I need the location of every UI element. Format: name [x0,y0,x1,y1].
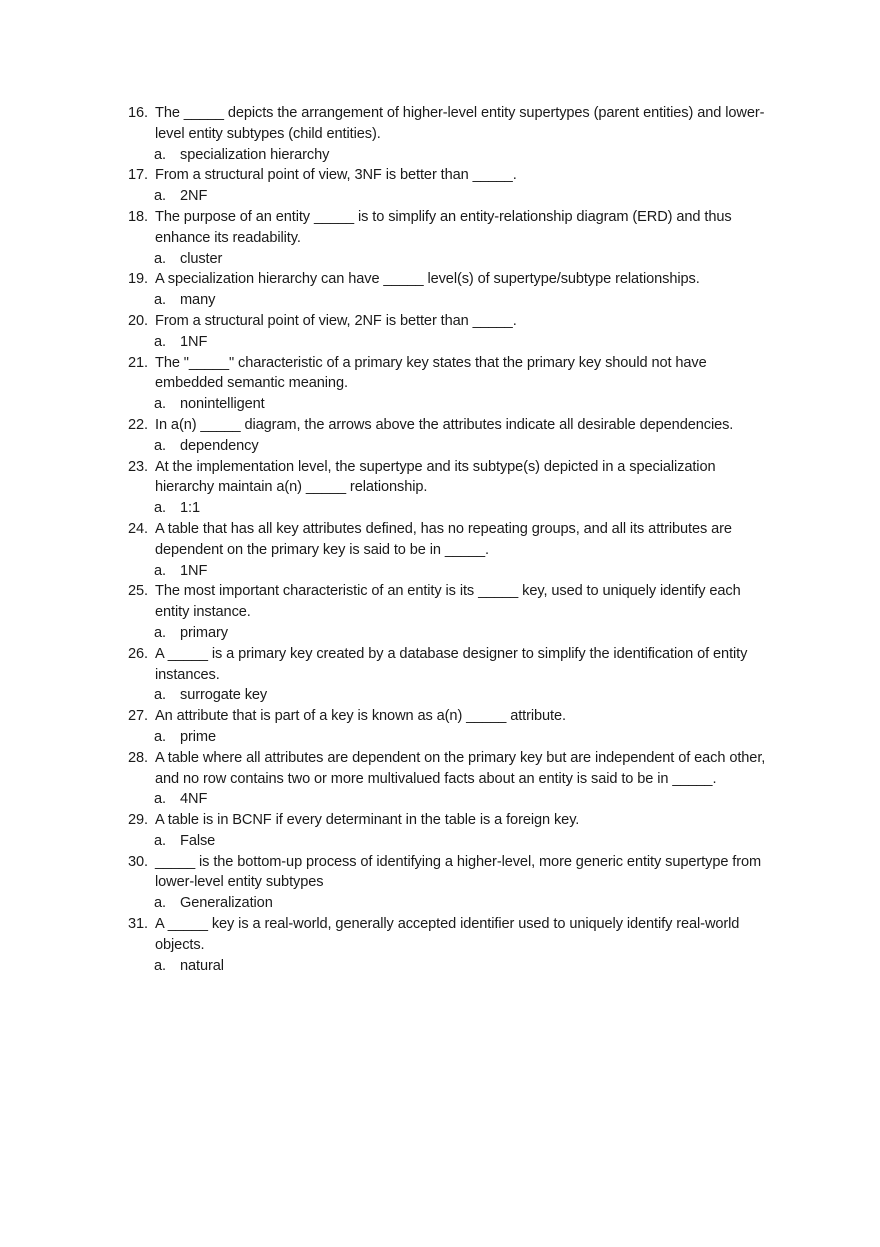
answer-text: 1NF [180,562,208,579]
answer-item [128,498,778,519]
question-number: 31. [128,916,148,933]
answer-text: natural [180,957,224,974]
answer-item [128,249,778,270]
question-item [128,311,778,332]
question-number: 28. [128,749,148,766]
answer-letter: a. [154,146,166,163]
question-item [128,748,778,790]
question-text: _____ is the bottom-up process of identifying a higher-level, more generic entity supertype from lower-level entity subtypes [155,853,762,891]
question-number: 21. [128,354,148,371]
question-number: 22. [128,416,148,433]
question-item [128,852,778,894]
answer-text: 2NF [180,188,208,205]
question-number: 24. [128,520,148,537]
question-text: A table where all attributes are dependent on the primary key but are independent of each other, and no row contains two or more multivalued facts about an entity is said to be in _____. [155,749,766,787]
question-text: An attribute that is part of a key is known as a(n) _____ attribute. [155,708,566,725]
question-text: A table that has all key attributes defined, has no repeating groups, and all its attributes are dependent on the primary key is said to be in _____. [155,520,732,558]
answer-text: many [180,292,216,309]
question-number: 19. [128,271,148,288]
answer-letter: a. [154,895,166,912]
answer-text: cluster [180,250,223,267]
question-item [128,914,778,956]
answer-letter: a. [154,791,166,808]
question-text: In a(n) _____ diagram, the arrows above the attributes indicate all desirable dependencies. [155,416,734,433]
answer-text: 1NF [180,333,208,350]
answer-letter: a. [154,957,166,974]
answer-letter: a. [154,250,166,267]
answer-text: dependency [180,437,259,454]
question-text: From a structural point of view, 3NF is better than _____. [155,167,517,184]
question-item [128,103,778,145]
question-number: 16. [128,105,148,121]
answer-letter: a. [154,500,166,517]
answer-text: specialization hierarchy [180,146,330,163]
question-number: 20. [128,312,148,329]
question-item [128,415,778,436]
question-number: 25. [128,583,148,600]
question-item [128,581,778,623]
answer-item [128,727,778,748]
question-item [128,353,778,395]
question-item [128,165,778,186]
question-item [128,207,778,249]
question-item [128,457,778,499]
question-number: 18. [128,208,148,225]
answer-item [128,332,778,353]
answer-item [128,145,778,166]
answer-item [128,789,778,810]
answer-letter: a. [154,687,166,704]
question-text: A table is in BCNF if every determinant in the table is a foreign key. [155,812,580,829]
answer-text: 1:1 [180,500,200,517]
answer-letter: a. [154,188,166,205]
answer-letter: a. [154,437,166,454]
answer-text: prime [180,728,216,745]
answer-text: 4NF [180,791,208,808]
question-number: 27. [128,708,148,725]
question-text: The most important characteristic of an entity is its _____ key, used to uniquely identify each entity instance. [155,583,741,621]
question-text: The "_____" characteristic of a primary key states that the primary key should not have embedded semantic meaning. [155,354,707,392]
question-list [128,103,778,976]
question-item [128,644,778,686]
question-number: 17. [128,167,148,184]
question-number: 29. [128,812,148,829]
answer-item [128,561,778,582]
question-item [128,810,778,831]
answer-letter: a. [154,562,166,579]
answer-item [128,290,778,311]
question-number: 23. [128,458,148,475]
question-text: A _____ is a primary key created by a database designer to simplify the identification of entity instances. [155,645,748,683]
question-text: The _____ depicts the arrangement of higher-level entity supertypes (parent entities) and lower-level entity subtypes (child entities). [155,105,765,142]
answer-item [128,956,778,977]
question-item [128,706,778,727]
answer-item [128,685,778,706]
answer-letter: a. [154,624,166,641]
answer-item [128,186,778,207]
answer-item [128,394,778,415]
answer-letter: a. [154,832,166,849]
answer-item [128,831,778,852]
answer-letter: a. [154,292,166,309]
answer-text: Generalization [180,895,273,912]
answer-item [128,893,778,914]
question-text: The purpose of an entity _____ is to simplify an entity-relationship diagram (ERD) and thus enhance its readability. [155,208,732,246]
question-text: At the implementation level, the supertype and its subtype(s) depicted in a specialization hierarchy maintain a(n) _____ relationship. [155,458,716,496]
question-number: 26. [128,645,148,662]
answer-text: False [180,832,216,849]
question-text: A specialization hierarchy can have _____ level(s) of supertype/subtype relationships. [155,271,700,288]
question-text: From a structural point of view, 2NF is better than _____. [155,312,517,329]
answer-text: primary [180,624,228,641]
answer-item [128,623,778,644]
question-text: A _____ key is a real-world, generally accepted identifier used to uniquely identify real-world objects. [155,916,740,953]
answer-letter: a. [154,728,166,745]
question-number: 30. [128,853,148,870]
answer-letter: a. [154,333,166,350]
question-item [128,269,778,290]
answer-text: surrogate key [180,687,268,704]
answer-text: nonintelligent [180,396,265,413]
question-item [128,519,778,561]
answer-item [128,436,778,457]
answer-letter: a. [154,396,166,413]
